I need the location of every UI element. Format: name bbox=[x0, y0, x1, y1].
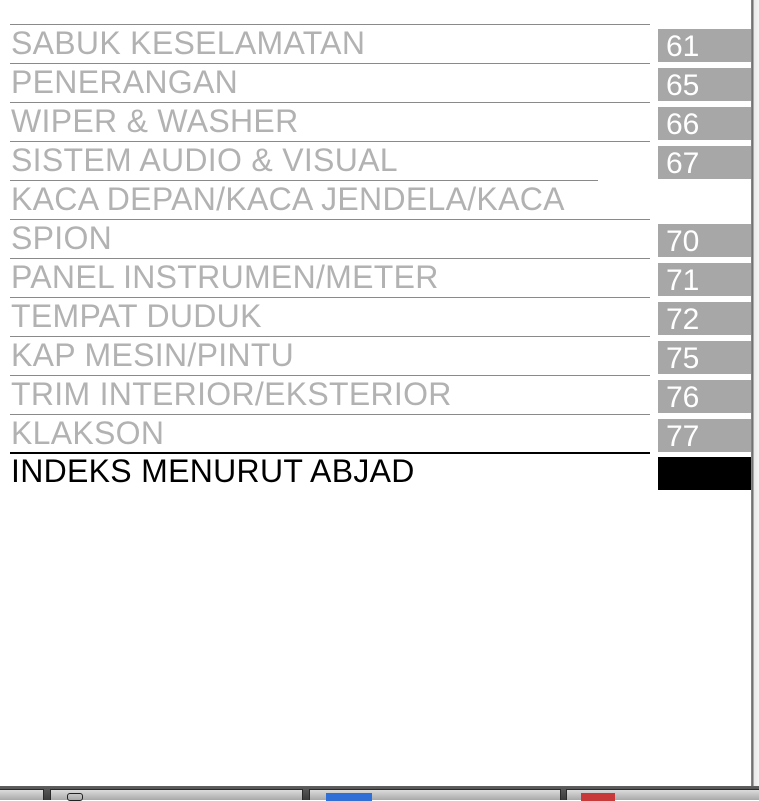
taskbar-button-2[interactable] bbox=[50, 789, 303, 800]
toc-page-number: 77 bbox=[658, 419, 751, 452]
toc-page-number: 76 bbox=[658, 380, 751, 413]
toc-entry-label: KACA DEPAN/KACA JENDELA/KACA bbox=[11, 181, 565, 217]
taskbar-button-3[interactable] bbox=[309, 789, 561, 800]
toc-entry-label: KLAKSON bbox=[11, 415, 165, 451]
taskbar-button-1[interactable] bbox=[0, 789, 44, 800]
toc-entry-label: WIPER & WASHER bbox=[11, 103, 299, 139]
toc-entry-label: PENERANGAN bbox=[11, 64, 239, 100]
toc-page-number: 70 bbox=[658, 224, 751, 257]
toc-page-number: 61 bbox=[658, 29, 751, 62]
toc-entry-label: INDEKS MENURUT ABJAD bbox=[11, 453, 415, 489]
toc-entry-label: PANEL INSTRUMEN/METER bbox=[11, 259, 439, 295]
toc-entry-label: TRIM INTERIOR/EKSTERIOR bbox=[11, 376, 452, 412]
toc-entry-label: SPION bbox=[11, 220, 113, 256]
taskbar-button-4[interactable] bbox=[566, 789, 759, 800]
toc-page-number: 72 bbox=[658, 302, 751, 335]
toc-entry-label: SISTEM AUDIO & VISUAL bbox=[11, 142, 398, 178]
toc-entry-label: SABUK KESELAMATAN bbox=[11, 25, 366, 61]
page-edge-shadow bbox=[751, 0, 759, 786]
toc-page-number: 65 bbox=[658, 68, 751, 101]
toc-page-number: 66 bbox=[658, 107, 751, 140]
toc-entry-label: TEMPAT DUDUK bbox=[11, 298, 262, 334]
toc-page-number: 67 bbox=[658, 146, 751, 179]
toc-entry-label: KAP MESIN/PINTU bbox=[11, 337, 295, 373]
toc-page-number: 75 bbox=[658, 341, 751, 374]
taskbar bbox=[0, 786, 759, 800]
toc-page-number: 71 bbox=[658, 263, 751, 296]
toc-index-tab bbox=[658, 457, 751, 490]
